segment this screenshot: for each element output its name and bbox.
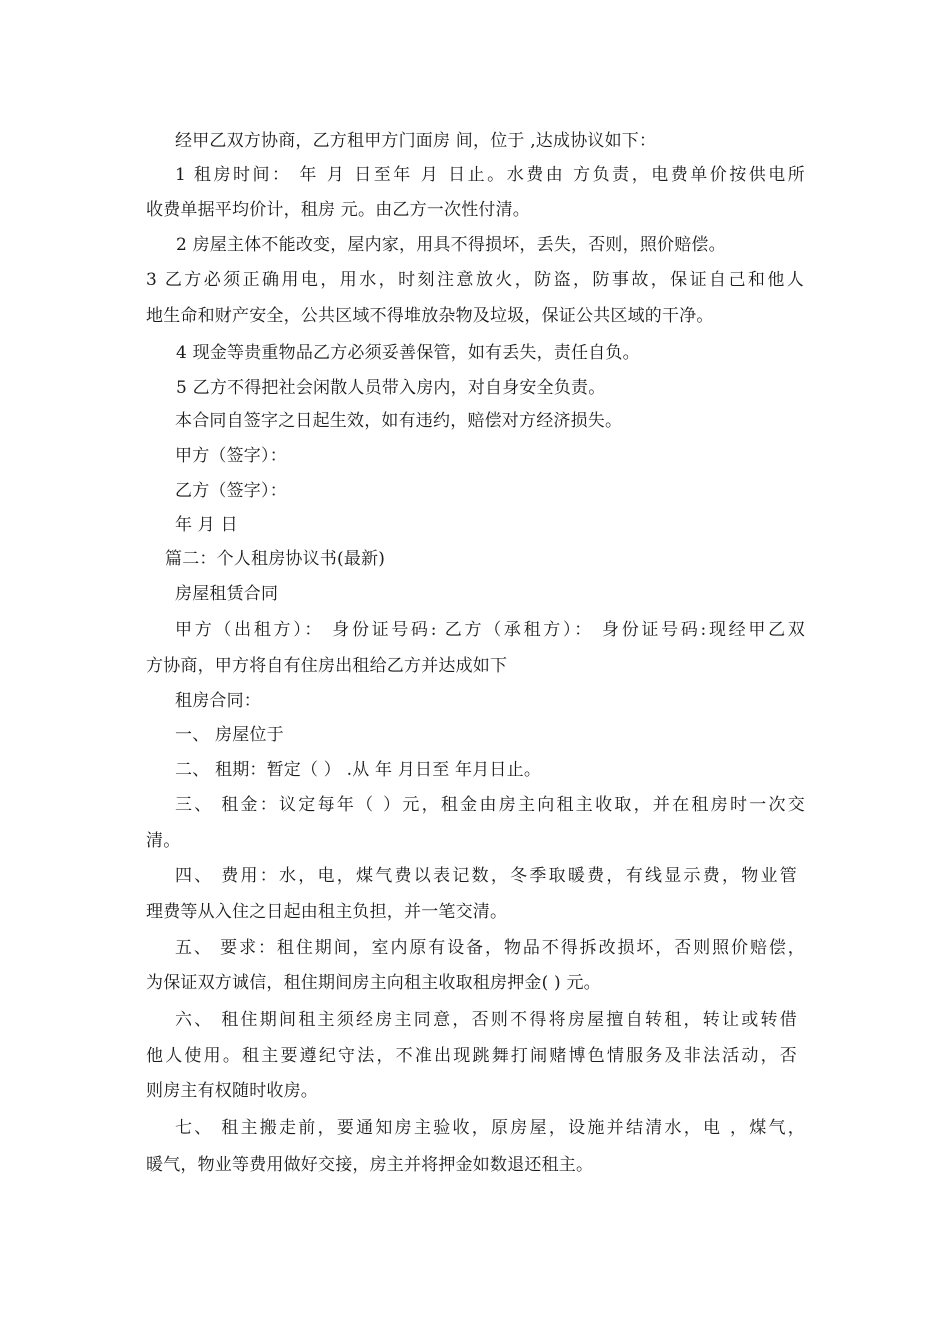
text-line: 年 月 日: [175, 515, 238, 535]
text-line: 4 现金等贵重物品乙方必须妥善保管，如有丢失，责任自负。: [176, 343, 640, 363]
text-line: 为保证双方诚信，租住期间房主向租主收取租房押金( ) 元。: [146, 973, 601, 993]
text-line: 方协商，甲方将自有住房出租给乙方并达成如下: [146, 656, 508, 676]
text-line: 则房主有权随时收房。: [146, 1081, 318, 1101]
section-heading: 篇二：个人租房协议书(最新): [165, 549, 386, 569]
text-line: 甲方（出租方）： 身份证号码: 乙方（承租方）： 身份证号码:现经甲乙双: [175, 620, 805, 640]
text-line: 暖气，物业等费用做好交接，房主并将押金如数退还租主。: [146, 1155, 594, 1175]
clause-line: 五、 要求：租住期间，室内原有设备，物品不得拆改损坏，否则照价赔偿，: [175, 938, 805, 958]
contract-title: 房屋租赁合同: [175, 584, 279, 604]
text-line: 租房合同：: [175, 691, 261, 711]
text-line: 地生命和财产安全，公共区域不得堆放杂物及垃圾，保证公共区域的干净。: [146, 306, 714, 326]
text-line: 理费等从入住之日起由租主负担，并一笔交清。: [146, 902, 508, 922]
text-line: 1 租房时间： 年 月 日至年 月 日止。水费由 方负责，电费单价按供电所: [175, 165, 805, 185]
text-line: 清。: [146, 831, 181, 851]
clause-line: 三、 租金：议定每年（ ）元，租金由房主向租主收取，并在租房时一次交: [175, 795, 805, 815]
text-line: 甲方（签字）：: [175, 446, 287, 466]
clause-line: 二、 租期：暂定（ ） .从 年 月日至 年月日止。: [175, 760, 542, 780]
text-line: 3 乙方必须正确用电，用水，时刻注意放火，防盗，防事故，保证自己和他人: [146, 270, 804, 290]
text-line: 他人使用。租主要遵纪守法，不准出现跳舞打闹赌博色情服务及非法活动，否: [146, 1046, 797, 1066]
text-line: 经甲乙双方协商，乙方租甲方门面房 间，位于 ,达成协议如下：: [175, 131, 657, 151]
text-line: 乙方（签字）：: [175, 481, 287, 501]
text-line: 5 乙方不得把社会闲散人员带入房内，对自身安全负责。: [176, 378, 606, 398]
clause-line: 七、 租主搬走前，要通知房主验收，原房屋，设施并结清水，电 ，煤气，: [175, 1118, 805, 1138]
text-line: 收费单据平均价计，租房 元。由乙方一次性付清。: [146, 200, 531, 220]
clause-line: 一、 房屋位于: [175, 725, 284, 745]
clause-line: 六、 租住期间租主须经房主同意，否则不得将房屋擅自转租，转让或转借: [175, 1010, 797, 1030]
clause-line: 四、 费用：水，电，煤气费以表记数，冬季取暖费，有线显示费，物业管: [175, 866, 797, 886]
text-line: 2 房屋主体不能改变，屋内家，用具不得损坏，丢失，否则，照价赔偿。: [176, 235, 726, 255]
text-line: 本合同自签字之日起生效，如有违约，赔偿对方经济损失。: [175, 411, 623, 431]
